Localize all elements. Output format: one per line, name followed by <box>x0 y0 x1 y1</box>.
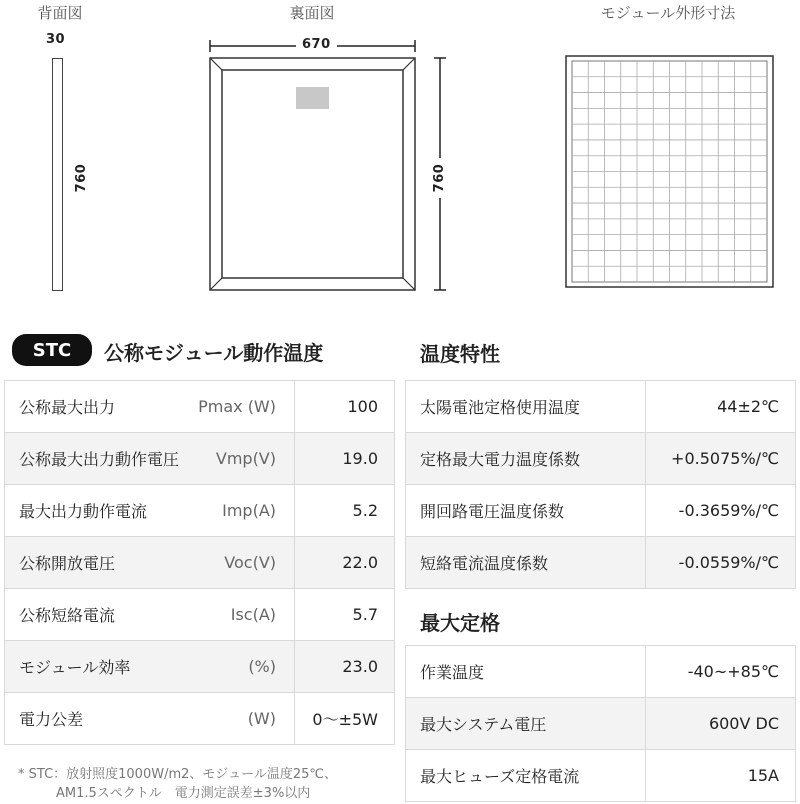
stc-section-title: 公称モジュール動作温度 <box>104 341 324 365</box>
spec-label: 開回路電圧温度係数 <box>406 485 646 537</box>
stc-note-line1: * STC：放射照度1000W/m2、モジュール温度25℃、 <box>18 767 338 782</box>
module-outline-drawing <box>565 55 775 290</box>
side-width-label: 30 <box>46 32 66 47</box>
spec-label: モジュール効率 <box>5 641 191 693</box>
outline-title: モジュール外形寸法 <box>600 4 736 22</box>
spec-label: 太陽電池定格使用温度 <box>406 381 646 433</box>
spec-symbol: Voc(V) <box>191 537 295 589</box>
back-view-title: 裏面図 <box>289 4 335 22</box>
back-width-label: 670 <box>296 37 337 52</box>
spec-label: 電力公差 <box>5 693 191 745</box>
spec-symbol: Pmax (W) <box>191 381 295 433</box>
stc-row <box>5 537 395 589</box>
stc-row <box>5 641 395 693</box>
side-view-panel <box>52 58 63 291</box>
spec-value: 44±2℃ <box>646 381 796 433</box>
spec-value: 5.7 <box>295 589 395 641</box>
spec-value: 600V DC <box>646 698 796 750</box>
spec-symbol: Imp(A) <box>191 485 295 537</box>
back-view-drawing <box>200 30 460 300</box>
stc-row <box>5 485 395 537</box>
stc-row <box>5 693 395 745</box>
spec-value: -0.3659%/℃ <box>646 485 796 537</box>
spec-label: 最大ヒューズ定格電流 <box>406 750 646 802</box>
spec-value: +0.5075%/℃ <box>646 433 796 485</box>
spec-symbol: Isc(A) <box>191 589 295 641</box>
spec-label: 公称最大出力動作電圧 <box>5 433 191 485</box>
stc-badge: STC <box>12 334 92 366</box>
spec-label: 最大出力動作電流 <box>5 485 191 537</box>
spec-label: 公称短絡電流 <box>5 589 191 641</box>
spec-symbol: (%) <box>191 641 295 693</box>
spec-value: -40~+85℃ <box>646 646 796 698</box>
temp-section-title: 温度特性 <box>420 342 500 366</box>
spec-label: 最大システム電圧 <box>406 698 646 750</box>
max-row <box>406 646 796 698</box>
stc-note-line2: AM1.5スペクトル 電力測定誤差±3%以内 <box>56 786 311 801</box>
stc-row <box>5 433 395 485</box>
back-height-label: 760 <box>432 158 448 198</box>
max-section-title: 最大定格 <box>420 611 500 635</box>
temp-row <box>406 485 796 537</box>
spec-value: -0.0559%/℃ <box>646 537 796 589</box>
spec-value: 19.0 <box>295 433 395 485</box>
side-height-label: 760 <box>74 163 89 193</box>
temp-row <box>406 537 796 589</box>
spec-label: 作業温度 <box>406 646 646 698</box>
spec-value: 23.0 <box>295 641 395 693</box>
spec-label: 公称最大出力 <box>5 381 191 433</box>
spec-label: 定格最大電力温度係数 <box>406 433 646 485</box>
side-view-title: 背面図 <box>37 4 83 22</box>
spec-value: 5.2 <box>295 485 395 537</box>
spec-label: 公称開放電圧 <box>5 537 191 589</box>
stc-row <box>5 589 395 641</box>
spec-value: 100 <box>295 381 395 433</box>
max-row <box>406 750 796 802</box>
stc-row <box>5 381 395 433</box>
spec-value: 15A <box>646 750 796 802</box>
spec-value: 0〜±5W <box>295 693 395 745</box>
spec-symbol: Vmp(V) <box>191 433 295 485</box>
spec-label: 短絡電流温度係数 <box>406 537 646 589</box>
stc-table <box>4 380 395 745</box>
temp-row <box>406 381 796 433</box>
max-table <box>405 645 796 802</box>
max-row <box>406 698 796 750</box>
temp-row <box>406 433 796 485</box>
temp-table <box>405 380 796 589</box>
spec-value: 22.0 <box>295 537 395 589</box>
spec-symbol: (W) <box>191 693 295 745</box>
